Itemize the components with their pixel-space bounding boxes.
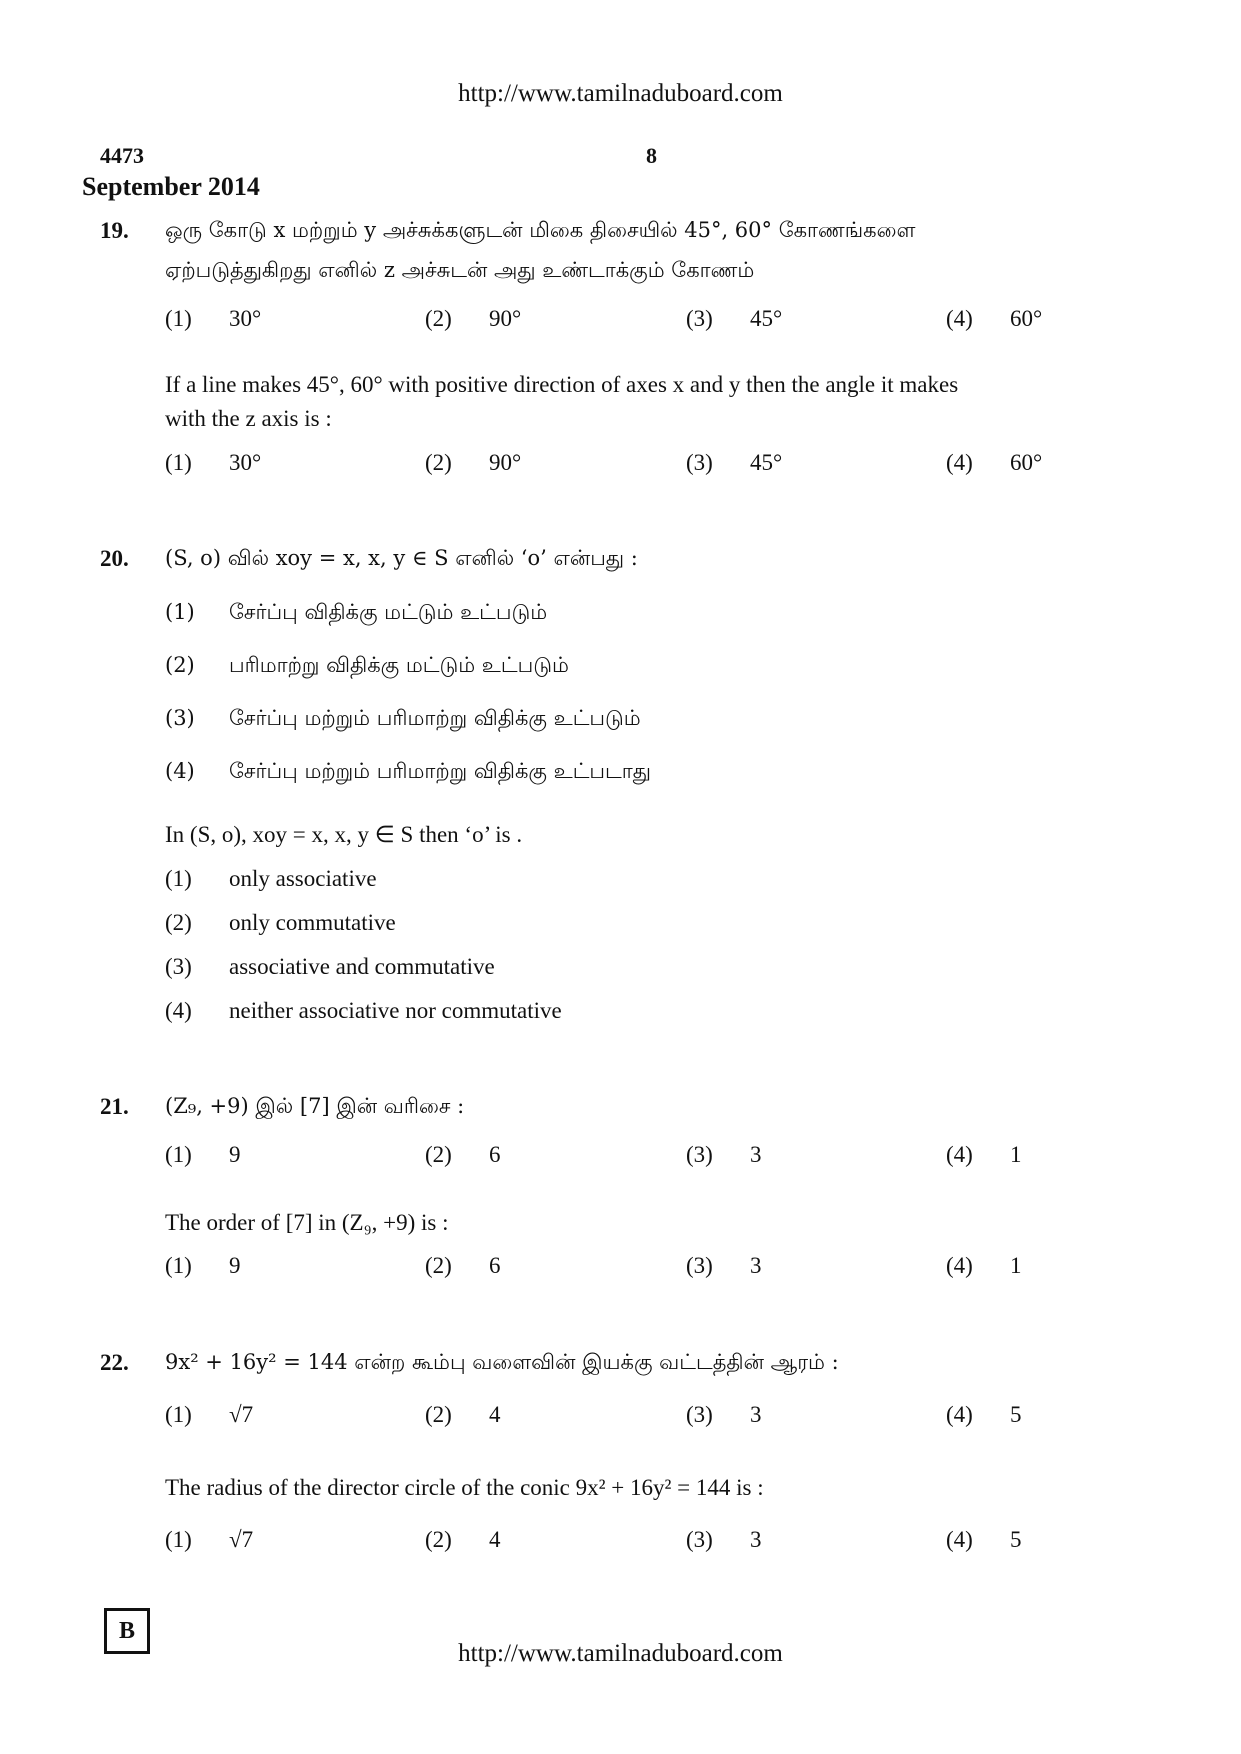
- option-text: 6: [489, 1253, 501, 1278]
- page-number: 8: [646, 143, 657, 168]
- option-text: பரிமாற்று விதிக்கு மட்டும் உட்படும்: [229, 653, 569, 677]
- option-text: 30°: [229, 450, 262, 475]
- option-item: [425, 1253, 501, 1279]
- option-item: [686, 1142, 762, 1168]
- option-text: 9: [229, 1253, 241, 1278]
- option-text: 6: [489, 1142, 501, 1167]
- option-item: [165, 954, 495, 980]
- option-number: (1): [165, 306, 192, 331]
- option-item: [165, 866, 377, 892]
- option-text: 5: [1010, 1527, 1022, 1552]
- option-item: [165, 306, 261, 332]
- option-text: 45°: [750, 450, 783, 475]
- option-item: [425, 1142, 501, 1168]
- option-item: [946, 1527, 1022, 1553]
- option-number: (1): [165, 600, 195, 624]
- option-number: (3): [686, 1527, 713, 1552]
- option-text: √7: [229, 1527, 254, 1552]
- option-text: 45°: [750, 306, 783, 331]
- option-number: (1): [165, 866, 192, 891]
- option-item: [686, 1253, 762, 1279]
- option-text: √7: [229, 1402, 254, 1427]
- option-text: 3: [750, 1402, 762, 1427]
- option-number: (1): [165, 450, 192, 475]
- option-number: (1): [165, 1527, 192, 1552]
- option-text: only commutative: [229, 910, 396, 935]
- option-text: 1: [1010, 1253, 1022, 1278]
- footer-url[interactable]: http://www.tamilnaduboard.com: [458, 1640, 783, 1667]
- option-item: [946, 450, 1042, 476]
- question-tamil-line: (Z₉, +9) இல் [7] இன் வரிசை :: [165, 1094, 465, 1118]
- option-number: (2): [425, 1253, 452, 1278]
- option-number: (2): [165, 910, 192, 935]
- option-item: [165, 1142, 241, 1168]
- paper-code: 4473: [100, 143, 144, 168]
- option-item: [165, 1527, 253, 1553]
- option-item: [425, 306, 521, 332]
- option-item: [165, 600, 547, 627]
- option-item: [165, 706, 641, 733]
- option-item: [686, 1527, 762, 1553]
- option-item: [946, 1402, 1022, 1428]
- option-item: [686, 450, 782, 476]
- option-number: (1): [165, 1142, 192, 1167]
- option-item: [686, 306, 782, 332]
- option-text: 4: [489, 1527, 501, 1552]
- option-item: [165, 450, 261, 476]
- option-number: (4): [946, 450, 973, 475]
- option-item: [686, 1402, 762, 1428]
- option-number: (4): [946, 1527, 973, 1552]
- option-number: (2): [425, 1527, 452, 1552]
- option-text: 60°: [1010, 450, 1043, 475]
- option-number: (2): [425, 306, 452, 331]
- question-number: 19.: [100, 218, 129, 243]
- option-item: [165, 1402, 253, 1428]
- question-english-line: In (S, o), xoy = x, x, y ∈ S then ‘o’ is .: [165, 822, 523, 847]
- option-text: 9: [229, 1142, 241, 1167]
- option-item: [165, 1253, 241, 1279]
- question-tamil-line: (S, o) வில் xoy = x, x, y ∈ S எனில் ‘o’ என்பது :: [165, 546, 638, 570]
- question-tamil-line: ஒரு கோடு x மற்றும் y அச்சுக்களுடன் மிகை திசையில் 45°, 60° கோணங்களை: [165, 218, 916, 242]
- option-text: 5: [1010, 1402, 1022, 1427]
- question-number: 22.: [100, 1350, 129, 1375]
- option-item: [165, 759, 651, 786]
- option-item: [165, 653, 569, 680]
- question-english-line: If a line makes 45°, 60° with positive direction of axes x and y then the angle it makes: [165, 372, 959, 397]
- option-text: 3: [750, 1527, 762, 1552]
- option-text: 60°: [1010, 306, 1043, 331]
- option-item: [425, 1402, 501, 1428]
- option-item: [425, 450, 521, 476]
- option-number: (4): [165, 998, 192, 1023]
- option-text: 90°: [489, 450, 522, 475]
- option-text: 30°: [229, 306, 262, 331]
- option-number: (3): [686, 1253, 713, 1278]
- option-text: சேர்ப்பு மற்றும் பரிமாற்று விதிக்கு உட்படும்: [229, 706, 641, 730]
- option-number: (4): [946, 1253, 973, 1278]
- option-number: (2): [425, 1402, 452, 1427]
- option-number: (4): [946, 1402, 973, 1427]
- option-number: (2): [425, 1142, 452, 1167]
- option-text: 1: [1010, 1142, 1022, 1167]
- option-item: [425, 1527, 501, 1553]
- question-tamil-line: 9x² + 16y² = 144 என்ற கூம்பு வளைவின் இயக்கு வட்டத்தின் ஆரம் :: [165, 1350, 839, 1374]
- option-number: (3): [686, 1402, 713, 1427]
- option-number: (1): [165, 1253, 192, 1278]
- option-number: (1): [165, 1402, 192, 1427]
- option-number: (4): [165, 759, 195, 783]
- option-number: (3): [165, 706, 195, 730]
- option-text: சேர்ப்பு மற்றும் பரிமாற்று விதிக்கு உட்படாது: [229, 759, 651, 783]
- option-number: (3): [165, 954, 192, 979]
- option-item: [946, 1253, 1022, 1279]
- booklet-code-box: B: [104, 1608, 150, 1654]
- option-number: (4): [946, 306, 973, 331]
- option-number: (3): [686, 1142, 713, 1167]
- option-text: 3: [750, 1253, 762, 1278]
- option-text: சேர்ப்பு விதிக்கு மட்டும் உட்படும்: [229, 600, 548, 624]
- header-url[interactable]: http://www.tamilnaduboard.com: [458, 80, 783, 107]
- option-text: 90°: [489, 306, 522, 331]
- question-tamil-line: ஏற்படுத்துகிறது எனில் z அச்சுடன் அது உண்டாக்கும் கோணம்: [165, 258, 755, 282]
- question-english-line: with the z axis is :: [165, 406, 332, 431]
- option-number: (3): [686, 306, 713, 331]
- option-text: 3: [750, 1142, 762, 1167]
- exam-date: September 2014: [82, 172, 260, 201]
- option-text: neither associative nor commutative: [229, 998, 562, 1023]
- question-english-line: The order of [7] in (Z₉, +9) is :: [165, 1210, 449, 1235]
- option-number: (4): [946, 1142, 973, 1167]
- option-item: [165, 910, 396, 936]
- question-number: 21.: [100, 1094, 129, 1119]
- option-text: only associative: [229, 866, 377, 891]
- option-number: (2): [425, 450, 452, 475]
- question-number: 20.: [100, 546, 129, 571]
- question-english-line: The radius of the director circle of the conic 9x² + 16y² = 144 is :: [165, 1475, 764, 1500]
- option-item: [165, 998, 562, 1024]
- option-item: [946, 1142, 1022, 1168]
- option-item: [946, 306, 1042, 332]
- option-text: associative and commutative: [229, 954, 495, 979]
- option-number: (3): [686, 450, 713, 475]
- option-text: 4: [489, 1402, 501, 1427]
- option-number: (2): [165, 653, 195, 677]
